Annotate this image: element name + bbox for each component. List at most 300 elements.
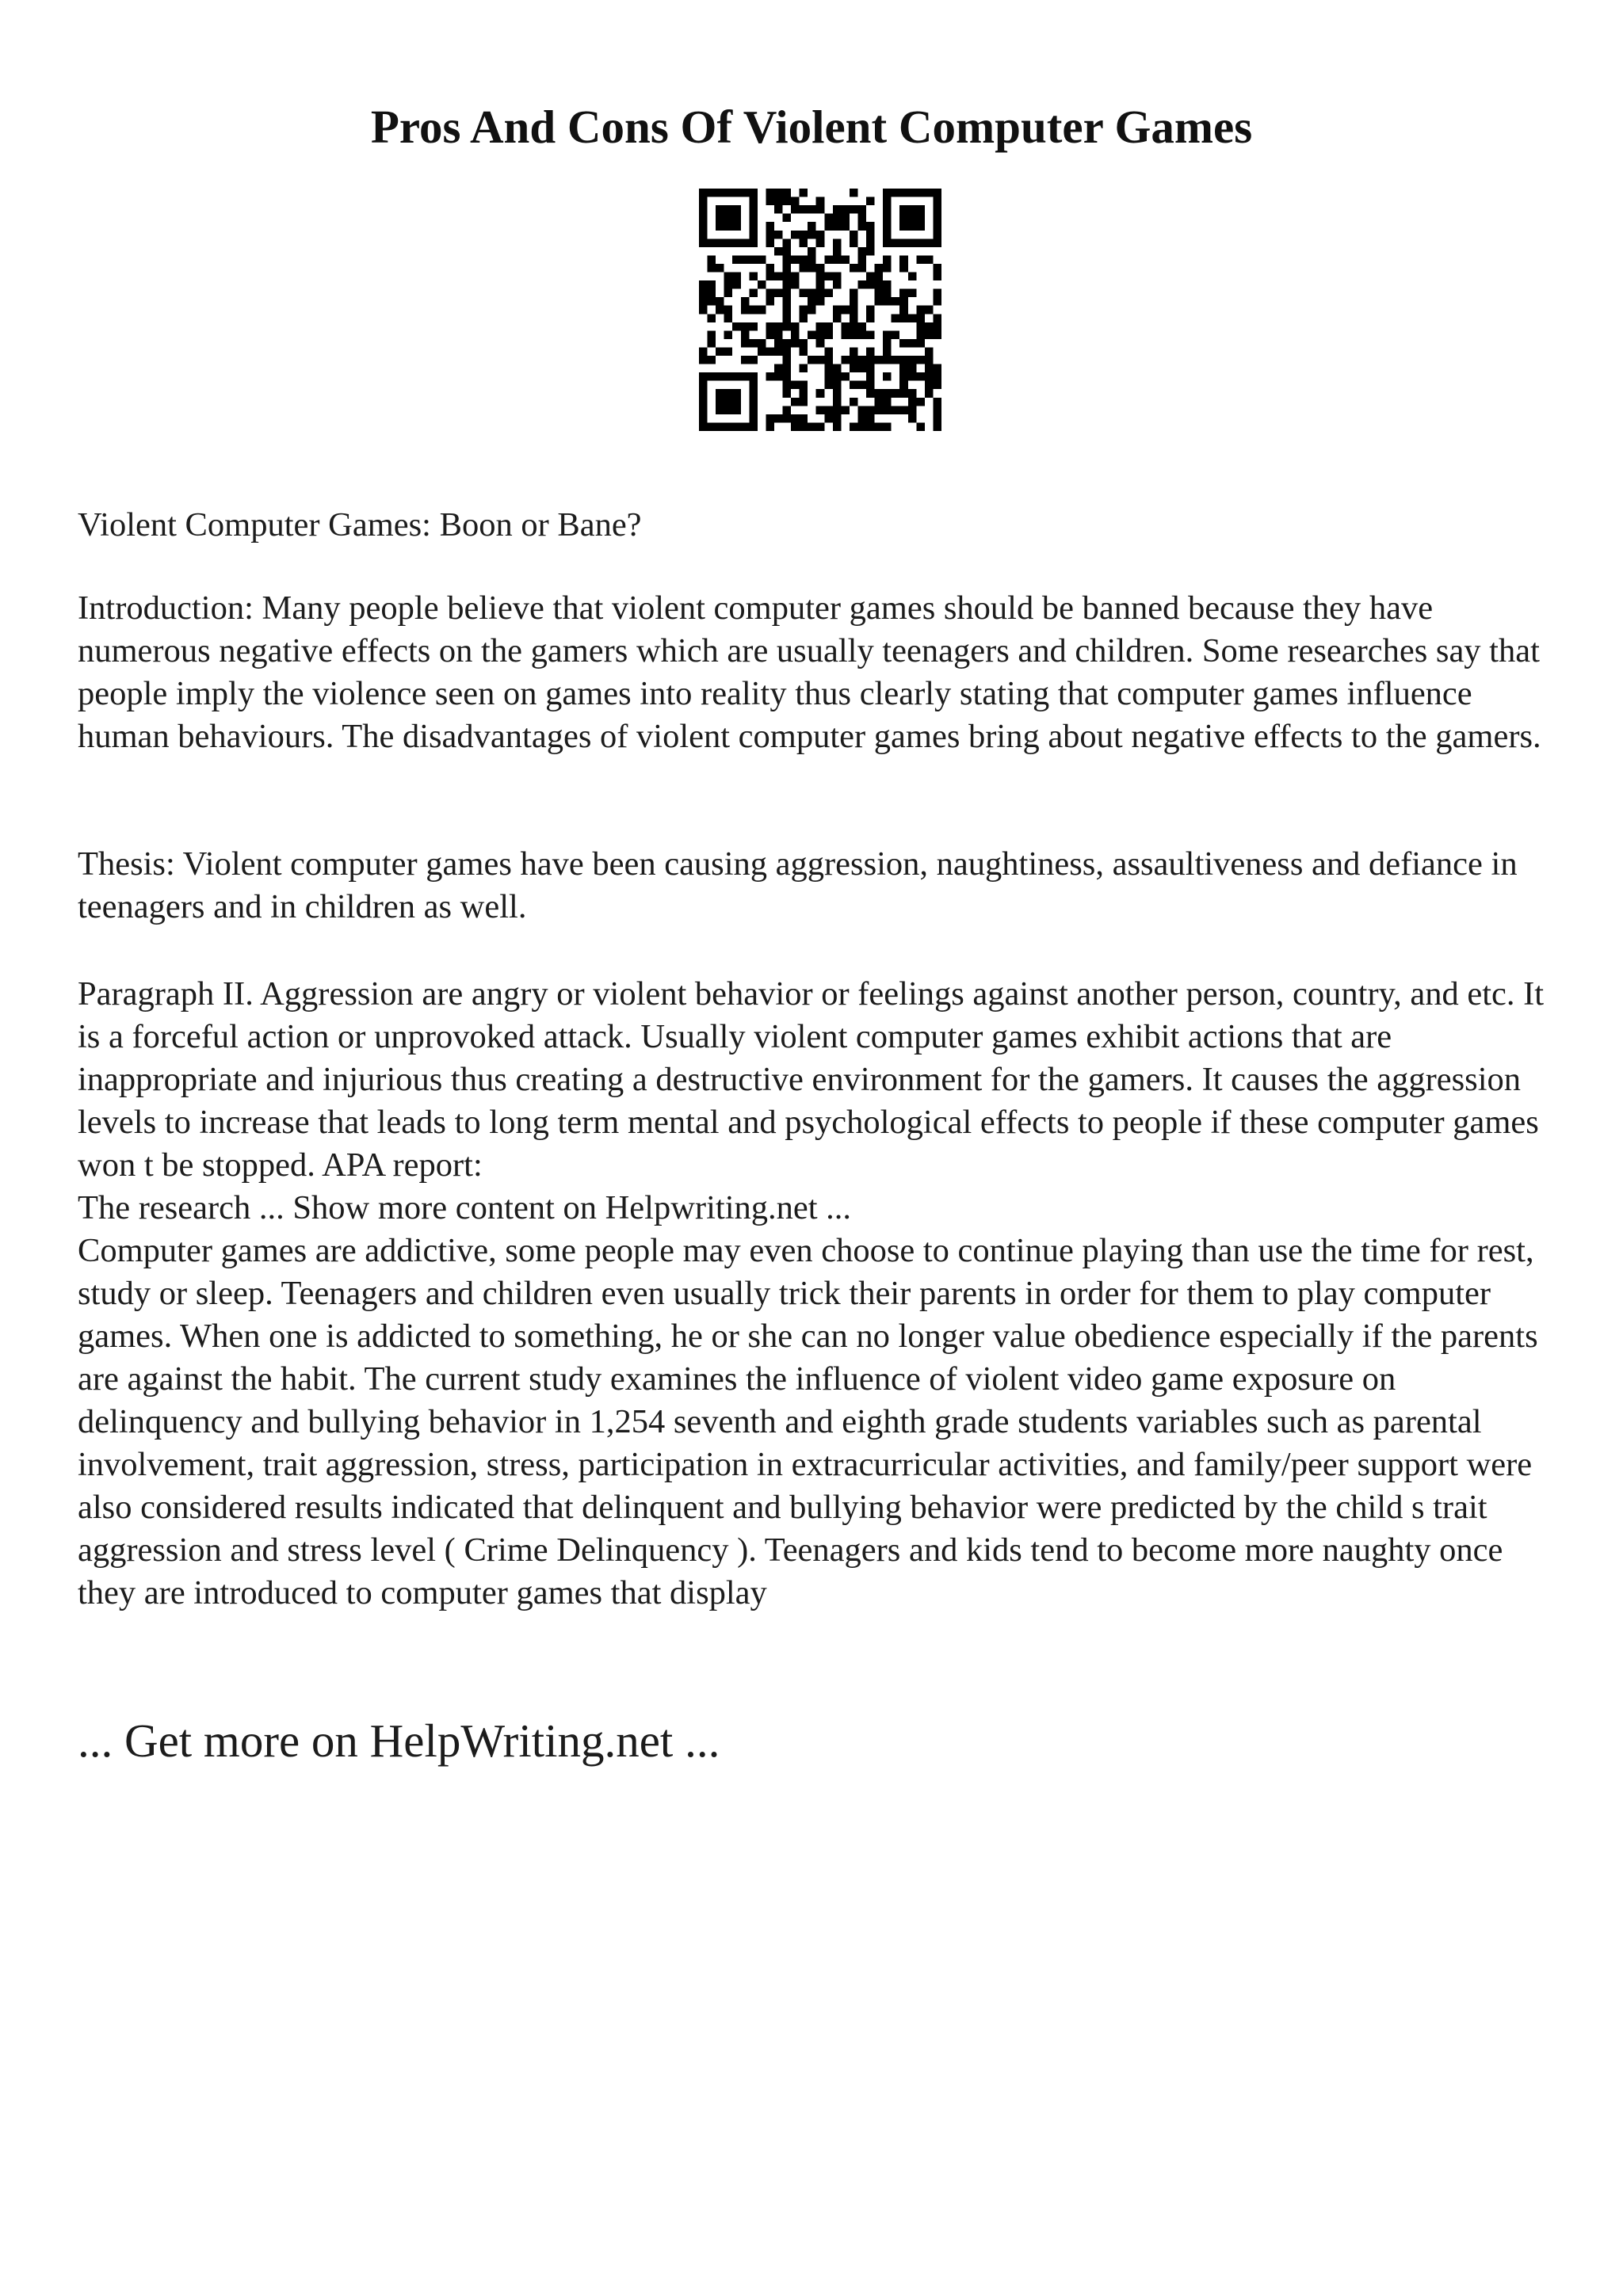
qr-module bbox=[774, 330, 783, 339]
qr-module bbox=[708, 289, 716, 298]
qr-module bbox=[883, 255, 892, 264]
qr-module bbox=[883, 330, 892, 339]
qr-module bbox=[699, 356, 708, 364]
qr-module bbox=[808, 289, 816, 298]
qr-module bbox=[892, 356, 900, 364]
qr-module bbox=[800, 289, 808, 298]
qr-module bbox=[866, 197, 875, 206]
qr-module bbox=[816, 330, 825, 339]
qr-module bbox=[857, 247, 866, 256]
qr-module bbox=[899, 297, 908, 306]
qr-module bbox=[833, 247, 842, 256]
qr-module bbox=[933, 414, 941, 423]
qr-module bbox=[908, 339, 917, 348]
qr-module bbox=[800, 414, 808, 423]
qr-module bbox=[774, 414, 783, 423]
qr-module bbox=[883, 264, 892, 273]
qr-module bbox=[857, 222, 866, 231]
qr-module bbox=[916, 398, 925, 406]
qr-module bbox=[732, 406, 741, 414]
qr-module bbox=[908, 238, 917, 247]
qr-module bbox=[916, 422, 925, 431]
qr-module bbox=[857, 356, 866, 364]
qr-module bbox=[824, 255, 833, 264]
qr-module bbox=[783, 189, 792, 197]
qr-module bbox=[933, 289, 941, 298]
qr-module bbox=[857, 406, 866, 414]
qr-module bbox=[850, 381, 858, 390]
qr-module bbox=[899, 255, 908, 264]
qr-module bbox=[933, 205, 941, 214]
qr-module bbox=[875, 356, 884, 364]
qr-module bbox=[816, 280, 825, 289]
qr-module bbox=[857, 322, 866, 331]
qr-module bbox=[916, 330, 925, 339]
qr-module bbox=[925, 372, 934, 381]
qr-module bbox=[716, 238, 724, 247]
qr-module bbox=[850, 356, 858, 364]
qr-module bbox=[925, 322, 934, 331]
qr-module bbox=[933, 197, 941, 206]
qr-module bbox=[833, 222, 842, 231]
qr-module bbox=[724, 238, 733, 247]
qr-module bbox=[791, 381, 800, 390]
qr-module bbox=[933, 273, 941, 281]
qr-module bbox=[899, 364, 908, 373]
qr-module bbox=[908, 389, 917, 398]
qr-module bbox=[808, 222, 816, 231]
qr-module bbox=[724, 347, 733, 356]
qr-module bbox=[824, 330, 833, 339]
qr-module bbox=[774, 339, 783, 348]
qr-module bbox=[699, 398, 708, 406]
qr-module bbox=[783, 356, 792, 364]
qr-module bbox=[741, 255, 750, 264]
qr-module bbox=[724, 306, 733, 315]
qr-module bbox=[850, 322, 858, 331]
qr-module bbox=[816, 389, 825, 398]
qr-module bbox=[925, 238, 934, 247]
qr-module bbox=[749, 205, 758, 214]
qr-module bbox=[925, 356, 934, 364]
qr-module bbox=[741, 322, 750, 331]
qr-module bbox=[800, 364, 808, 373]
qr-module bbox=[791, 205, 800, 214]
qr-module bbox=[850, 205, 858, 214]
qr-module bbox=[883, 280, 892, 289]
qr-module bbox=[800, 314, 808, 322]
qr-module bbox=[933, 214, 941, 223]
qr-module bbox=[708, 255, 716, 264]
qr-module bbox=[933, 398, 941, 406]
qr-module bbox=[766, 289, 774, 298]
document-subtitle: Violent Computer Games: Boon or Bane? bbox=[78, 506, 642, 543]
qr-module bbox=[824, 222, 833, 231]
qr-module bbox=[699, 414, 708, 423]
qr-module bbox=[883, 339, 892, 348]
qr-module bbox=[716, 398, 724, 406]
qr-module bbox=[875, 297, 884, 306]
qr-module bbox=[749, 189, 758, 197]
qr-module bbox=[850, 231, 858, 239]
qr-module bbox=[892, 406, 900, 414]
qr-module bbox=[816, 205, 825, 214]
qr-module bbox=[883, 297, 892, 306]
thesis-paragraph: Thesis: Violent computer games have been causing aggression, naughtiness, assaultiveness and defiance in teenagers and in children as well. bbox=[78, 845, 1518, 925]
qr-module bbox=[749, 414, 758, 423]
qr-module bbox=[741, 297, 750, 306]
qr-module bbox=[816, 197, 825, 206]
qr-module bbox=[774, 247, 783, 256]
qr-module bbox=[732, 205, 741, 214]
qr-module bbox=[791, 231, 800, 239]
qr-module bbox=[800, 381, 808, 390]
qr-module bbox=[708, 372, 716, 381]
qr-module bbox=[850, 289, 858, 298]
qr-module bbox=[883, 389, 892, 398]
qr-module bbox=[808, 330, 816, 339]
qr-module bbox=[699, 381, 708, 390]
qr-module bbox=[724, 280, 733, 289]
qr-module bbox=[749, 255, 758, 264]
qr-module bbox=[732, 238, 741, 247]
qr-module bbox=[774, 322, 783, 331]
qr-module bbox=[724, 214, 733, 223]
qr-module bbox=[816, 339, 825, 348]
qr-module bbox=[783, 372, 792, 381]
qr-module bbox=[892, 314, 900, 322]
qr-module bbox=[758, 339, 766, 348]
qr-module bbox=[892, 389, 900, 398]
qr-module bbox=[732, 372, 741, 381]
qr-module bbox=[732, 398, 741, 406]
qr-module bbox=[708, 356, 716, 364]
qr-module bbox=[699, 214, 708, 223]
qr-module bbox=[933, 406, 941, 414]
qr-module bbox=[866, 222, 875, 231]
qr-module bbox=[741, 330, 750, 339]
qr-module bbox=[833, 280, 842, 289]
qr-module bbox=[899, 406, 908, 414]
qr-module bbox=[908, 406, 917, 414]
qr-module bbox=[908, 214, 917, 223]
qr-module bbox=[783, 297, 792, 306]
qr-module bbox=[866, 372, 875, 381]
qr-module bbox=[916, 339, 925, 348]
qr-module bbox=[833, 422, 842, 431]
qr-module bbox=[899, 314, 908, 322]
qr-module bbox=[783, 289, 792, 298]
qr-module bbox=[708, 339, 716, 348]
qr-module bbox=[850, 238, 858, 247]
qr-module bbox=[716, 406, 724, 414]
qr-module bbox=[724, 398, 733, 406]
qr-module bbox=[899, 306, 908, 315]
qr-module bbox=[925, 330, 934, 339]
qr-module bbox=[875, 398, 884, 406]
qr-module bbox=[708, 297, 716, 306]
qr-module bbox=[741, 306, 750, 315]
qr-module bbox=[800, 347, 808, 356]
qr-module bbox=[933, 297, 941, 306]
qr-module bbox=[766, 238, 774, 247]
qr-module bbox=[741, 356, 750, 364]
qr-module bbox=[708, 280, 716, 289]
qr-module bbox=[699, 231, 708, 239]
qr-module bbox=[857, 414, 866, 423]
qr-module bbox=[866, 306, 875, 315]
qr-module bbox=[933, 372, 941, 381]
qr-module bbox=[875, 406, 884, 414]
qr-module bbox=[866, 330, 875, 339]
qr-module bbox=[824, 289, 833, 298]
qr-module bbox=[833, 372, 842, 381]
qr-module bbox=[850, 297, 858, 306]
qr-module bbox=[699, 238, 708, 247]
qr-module bbox=[933, 322, 941, 331]
qr-module bbox=[841, 222, 850, 231]
qr-module bbox=[816, 297, 825, 306]
qr-module bbox=[783, 306, 792, 315]
qr-module bbox=[808, 422, 816, 431]
qr-module bbox=[808, 231, 816, 239]
qr-module bbox=[824, 356, 833, 364]
qr-module bbox=[899, 356, 908, 364]
qr-module bbox=[774, 197, 783, 206]
qr-module bbox=[908, 356, 917, 364]
qr-module bbox=[749, 372, 758, 381]
qr-module bbox=[850, 422, 858, 431]
qr-module bbox=[774, 347, 783, 356]
qr-module bbox=[857, 330, 866, 339]
qr-module bbox=[833, 273, 842, 281]
qr-module bbox=[758, 306, 766, 315]
qr-module bbox=[933, 222, 941, 231]
qr-module bbox=[732, 214, 741, 223]
qr-module bbox=[766, 372, 774, 381]
qr-module bbox=[783, 381, 792, 390]
qr-module bbox=[783, 255, 792, 264]
qr-module bbox=[732, 280, 741, 289]
qr-module bbox=[857, 280, 866, 289]
qr-module bbox=[774, 189, 783, 197]
qr-module bbox=[732, 189, 741, 197]
qr-module bbox=[808, 205, 816, 214]
qr-module bbox=[791, 330, 800, 339]
qr-module bbox=[833, 389, 842, 398]
qr-module bbox=[875, 389, 884, 398]
qr-module bbox=[816, 289, 825, 298]
qr-module bbox=[800, 189, 808, 197]
get-more-link[interactable]: ... Get more on HelpWriting.net ... bbox=[78, 1714, 720, 1767]
qr-module bbox=[824, 414, 833, 423]
qr-module bbox=[899, 264, 908, 273]
qr-module bbox=[800, 205, 808, 214]
qr-module bbox=[916, 356, 925, 364]
qr-module bbox=[933, 381, 941, 390]
qr-module bbox=[783, 414, 792, 423]
qr-module bbox=[841, 330, 850, 339]
qr-module bbox=[783, 280, 792, 289]
qr-module bbox=[866, 273, 875, 281]
qr-module bbox=[824, 347, 833, 356]
qr-module bbox=[791, 322, 800, 331]
qr-module bbox=[800, 389, 808, 398]
qr-module bbox=[933, 231, 941, 239]
qr-module bbox=[749, 356, 758, 364]
qr-module bbox=[908, 289, 917, 298]
qr-module bbox=[774, 273, 783, 281]
qr-module bbox=[716, 297, 724, 306]
qr-module bbox=[749, 406, 758, 414]
qr-module bbox=[699, 205, 708, 214]
qr-module bbox=[841, 406, 850, 414]
qr-module bbox=[783, 214, 792, 223]
qr-module bbox=[749, 322, 758, 331]
qr-module bbox=[875, 273, 884, 281]
qr-module bbox=[800, 306, 808, 315]
qr-module bbox=[716, 214, 724, 223]
qr-module bbox=[758, 347, 766, 356]
qr-module bbox=[833, 205, 842, 214]
qr-module bbox=[749, 289, 758, 298]
qr-module bbox=[774, 372, 783, 381]
qr-module bbox=[699, 280, 708, 289]
qr-module bbox=[933, 330, 941, 339]
qr-module bbox=[850, 364, 858, 373]
qr-module bbox=[824, 381, 833, 390]
qr-module bbox=[808, 255, 816, 264]
qr-module bbox=[908, 372, 917, 381]
qr-module bbox=[816, 264, 825, 273]
qr-module bbox=[899, 222, 908, 231]
qr-module bbox=[749, 339, 758, 348]
qr-module bbox=[875, 289, 884, 298]
qr-module bbox=[824, 406, 833, 414]
qr-module bbox=[857, 381, 866, 390]
qr-module bbox=[774, 231, 783, 239]
qr-module bbox=[758, 255, 766, 264]
qr-module bbox=[841, 372, 850, 381]
qr-module bbox=[908, 314, 917, 322]
qr-module bbox=[766, 197, 774, 206]
qr-module bbox=[741, 372, 750, 381]
qr-module bbox=[833, 314, 842, 322]
qr-module bbox=[925, 255, 934, 264]
qr-module bbox=[824, 322, 833, 331]
qr-module bbox=[841, 255, 850, 264]
qr-module bbox=[708, 422, 716, 431]
qr-module bbox=[916, 189, 925, 197]
qr-module bbox=[916, 255, 925, 264]
qr-module bbox=[808, 297, 816, 306]
qr-module bbox=[800, 231, 808, 239]
qr-module bbox=[866, 231, 875, 239]
qr-module bbox=[892, 330, 900, 339]
qr-module bbox=[857, 264, 866, 273]
qr-module bbox=[716, 306, 724, 315]
qr-module bbox=[816, 273, 825, 281]
qr-module bbox=[766, 422, 774, 431]
qr-module bbox=[749, 273, 758, 281]
qr-module bbox=[850, 330, 858, 339]
qr-module bbox=[866, 280, 875, 289]
qr-module bbox=[724, 389, 733, 398]
qr-module bbox=[857, 205, 866, 214]
qr-module bbox=[899, 214, 908, 223]
qr-module bbox=[925, 364, 934, 373]
qr-module bbox=[866, 389, 875, 398]
qr-module bbox=[866, 381, 875, 390]
qr-module bbox=[791, 339, 800, 348]
qr-module bbox=[883, 356, 892, 364]
qr-module bbox=[908, 398, 917, 406]
qr-module bbox=[916, 238, 925, 247]
qr-module bbox=[866, 422, 875, 431]
qr-module bbox=[916, 372, 925, 381]
qr-module bbox=[883, 406, 892, 414]
qr-module bbox=[749, 197, 758, 206]
qr-module bbox=[699, 422, 708, 431]
qr-module bbox=[783, 197, 792, 206]
qr-module bbox=[774, 364, 783, 373]
qr-module bbox=[833, 364, 842, 373]
qr-module bbox=[808, 306, 816, 315]
qr-module bbox=[749, 398, 758, 406]
qr-module bbox=[899, 189, 908, 197]
qr-module bbox=[749, 422, 758, 431]
qr-module bbox=[824, 372, 833, 381]
qr-module bbox=[816, 238, 825, 247]
qr-module bbox=[850, 347, 858, 356]
qr-module bbox=[783, 314, 792, 322]
qr-module bbox=[783, 322, 792, 331]
qr-module bbox=[883, 238, 892, 247]
qr-module bbox=[791, 414, 800, 423]
qr-module bbox=[732, 422, 741, 431]
qr-module bbox=[732, 273, 741, 281]
qr-module bbox=[766, 322, 774, 331]
qr-module bbox=[741, 238, 750, 247]
qr-module bbox=[808, 264, 816, 273]
qr-module bbox=[699, 347, 708, 356]
paragraph-three: Computer games are addictive, some people may even choose to continue playing than use the time for rest, study or sleep. Teenagers and children even usually trick their parents in order for them to play computer games. When one is addicted to something, he or she can no longer value obedience especially if the parents are against the habit. The current study examines the influence of violent video game exposure on delinquency and bullying behavior in 1,254 seventh and eighth grade students variables such as parental involvement, trait aggression, stress, participation in extracurricular activities, and family/peer support were also considered results indicated that delinquent and bullying behavior were predicted by the child s trait aggression and stress level ( Crime Delinquency ). Teenagers and kids tend to become more naughty once they are introduced to computer games that display bbox=[78, 1232, 1538, 1611]
qr-module bbox=[866, 314, 875, 322]
qr-module bbox=[883, 422, 892, 431]
qr-module bbox=[933, 314, 941, 322]
qr-module bbox=[908, 414, 917, 423]
qr-module bbox=[916, 205, 925, 214]
qr-module bbox=[908, 364, 917, 373]
qr-module bbox=[724, 372, 733, 381]
qr-module bbox=[749, 306, 758, 315]
qr-module bbox=[833, 414, 842, 423]
qr-module bbox=[857, 364, 866, 373]
qr-module bbox=[883, 289, 892, 298]
qr-module bbox=[908, 273, 917, 281]
qr-module bbox=[716, 189, 724, 197]
qr-module bbox=[716, 389, 724, 398]
qr-module bbox=[933, 238, 941, 247]
show-more-line: The research ... Show more content on Helpwriting.net ... bbox=[78, 1189, 852, 1226]
qr-module bbox=[766, 414, 774, 423]
qr-module bbox=[933, 364, 941, 373]
qr-module bbox=[724, 273, 733, 281]
qr-module bbox=[749, 238, 758, 247]
qr-module bbox=[850, 398, 858, 406]
qr-module bbox=[749, 231, 758, 239]
qr-module bbox=[783, 238, 792, 247]
